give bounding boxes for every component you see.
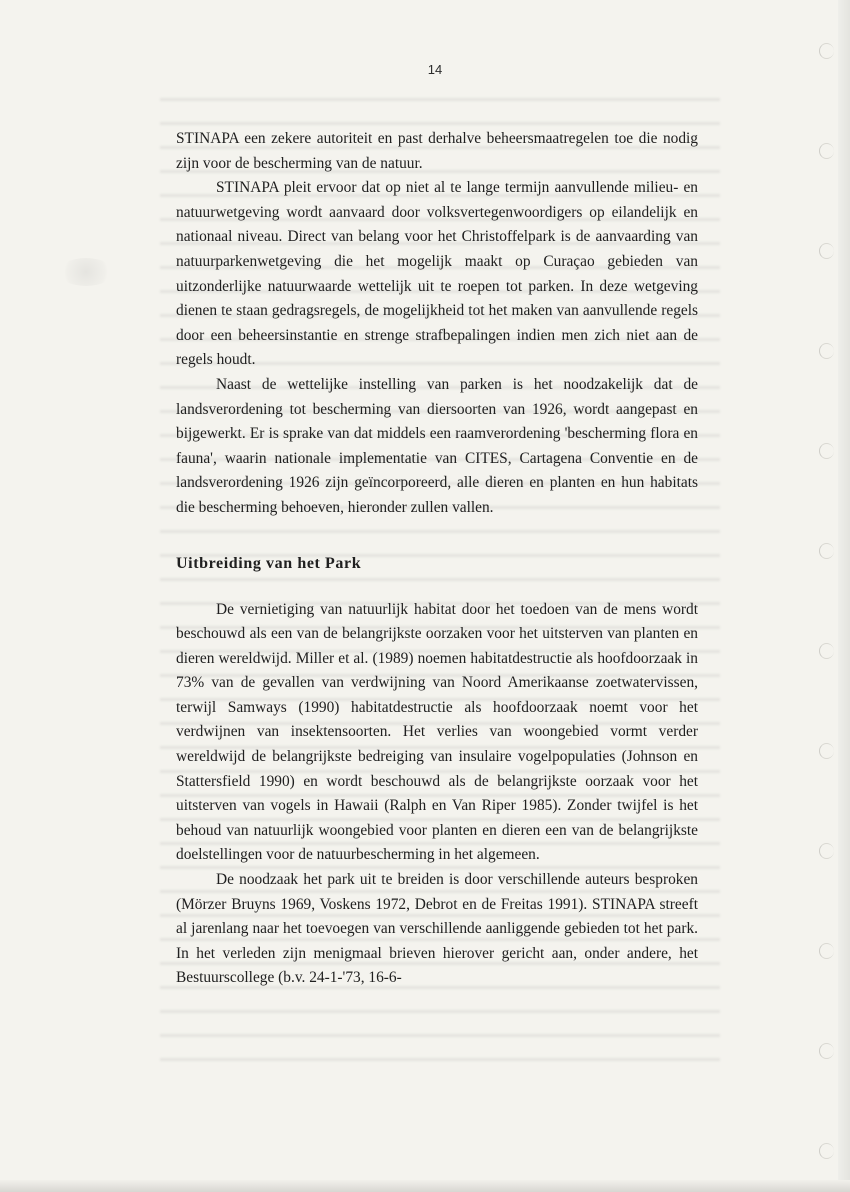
binder-hole-mark [819,443,834,459]
binder-hole-mark [819,943,834,959]
paragraph: De noodzaak het park uit te breiden is door verschillende auteurs besproken (Mörzer Bruyns 1969, Voskens 1972, Debrot en de Freitas 1991). STINAPA streeft al jarenlang naar het toevoegen van verschillende aanliggende gebieden tot het park. In het verleden zijn menigmaal brieven hierover gericht aan, onder andere, het Bestuurscollege (b.v. 24-1-'73, 16-6- [176,871,698,987]
page-number: 14 [427,62,443,77]
bottom-page-edge [0,1180,850,1192]
right-page-edge [838,0,850,1192]
binder-hole-mark [819,343,834,359]
paper-smudge [58,258,114,286]
document-body [176,127,698,991]
binder-hole-mark [819,1043,834,1059]
binder-hole-mark [819,143,834,159]
section-heading: Uitbreiding van het Park [176,554,362,572]
paragraph: Naast de wettelijke instelling van parken is het noodzakelijk dat de landsverordening tot bescherming van diersoorten van 1926, wordt aangepast en bijgewerkt. Er is sprake van dat middels een raamverordening 'bescherming flora en fauna', waarin nationale implementatie van CITES, Cartagena Conventie en de landsverordening 1926 zijn geïncorporeerd, alle dieren en planten en hun habitats die bescherming behoeven, hieronder zullen vallen. [176,375,698,516]
binder-hole-mark [819,643,834,659]
binder-hole-mark [819,743,834,759]
binder-hole-mark [819,43,834,59]
binder-hole-mark [819,1143,834,1159]
paragraph-continuation: STINAPA een zekere autoriteit en past derhalve beheersmaatregelen toe die nodig zijn voor de bescherming van de natuur. [176,130,698,172]
binder-hole-mark [819,543,834,559]
binder-hole-mark [819,243,834,259]
paragraph: STINAPA pleit ervoor dat op niet al te lange termijn aanvullende milieu- en natuurwetgeving wordt aanvaard door volksvertegenwoordigers op eilandelijk en nationaal niveau. Direct van belang voor het Christoffelpark is de aanvaarding van natuurparkenwetgeving die het mogelijk maakt op Curaçao gebieden van uitzonderlijke natuurwaarde wettelijk uit te roepen tot parken. In deze wetgeving dienen te staan gedragsregels, de mogelijkheid tot het maken van aanvullende regels door een beheersinstantie en strenge strafbepalingen indien men zich niet aan de regels houdt. [176,179,698,369]
paragraph: De vernietiging van natuurlijk habitat door het toedoen van de mens wordt beschouwd als een van de belangrijkste oorzaken voor het uitsterven van planten en dieren wereldwijd. Miller et al. (1989) noemen habitatdestructie als hoofdoorzaak in 73% van de gevallen van verdwijning van Noord Amerikaanse zoetwatervissen, terwijl Samways (1990) habitatdestructie als hoofdoorzaak noemt voor het verdwijnen van insektensoorten. Het verlies van woongebied vormt verder wereldwijd de belangrijkste bedreiging van insulaire vogelpopulaties (Johnson en Stattersfield 1990) en wordt beschouwd als de belangrijkste oorzaak voor het uitsterven van vogels in Hawaii (Ralph en Van Riper 1985). Zonder twijfel is het behoud van natuurlijk woongebied voor planten en dieren een van de belangrijkste doelstellingen voor de natuurbescherming in het algemeen. [176,600,698,864]
binder-hole-mark [819,843,834,859]
